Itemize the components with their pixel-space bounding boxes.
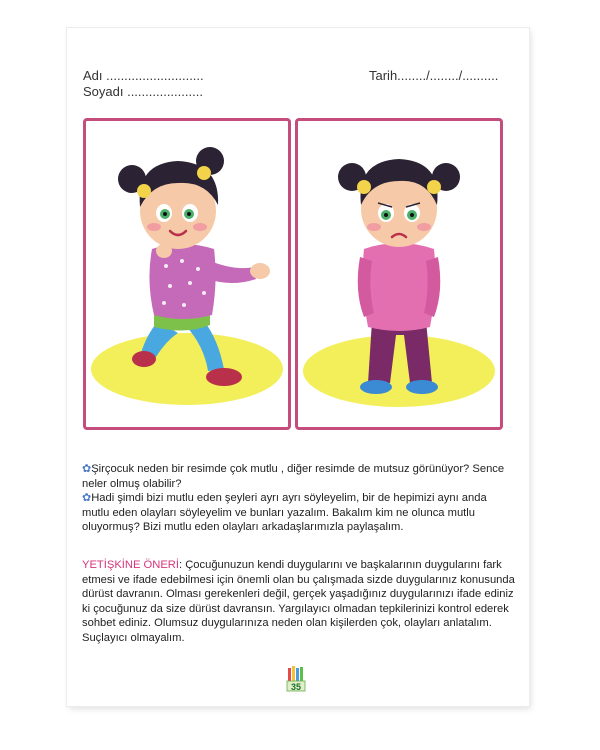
sad-girl-drawing xyxy=(298,121,500,427)
sad-girl-illustration xyxy=(295,118,503,430)
question-item xyxy=(82,491,517,535)
page-number: 35 xyxy=(290,682,301,692)
surname-field-label: Soyadı ..................... xyxy=(83,84,203,99)
flower-bullet-icon: ✿ xyxy=(82,492,92,504)
date-field-label: Tarih......../......../.......... xyxy=(369,68,499,83)
question-text: Hadi şimdi bizi mutlu eden şeyleri ayrı ayrı söyleyelim, bir de hepimizi aynı anda mutlu eden olayları söyleyelim ve bunları yazalım. Bakalım kim ne olunca mutlu oluyormuş? Bizi mutlu eden olayları arkadaşlarımızla paylaşalım. xyxy=(82,492,487,533)
happy-girl-drawing xyxy=(86,121,288,427)
happy-girl-illustration xyxy=(83,118,291,430)
page-number-badge xyxy=(286,666,306,692)
workbook-page xyxy=(67,28,529,706)
advice-heading: YETİŞKİNE ÖNERİ xyxy=(82,559,179,571)
adult-advice-block xyxy=(82,558,517,645)
question-item xyxy=(82,462,517,491)
advice-text: : Çocuğunuzun kendi duygularını ve başkalarının duygularını fark etmesi ve ifade edebilmesi için önemli olan bu çalışmada sizde duygularınız konusunda dürüst davranın. Olması gerekenleri değil, gerçek yaşadığınız duygularınızı ifade ediniz ki çocuğunuz da size dürüst davransın. Yargılayıcı olmadan tepkilerinizi kontrol ederek sohbet ediniz. Olumsuz duygularınıza neden olan kişilerden çok, olayları anlatalım. Suçlayıcı olmayalım. xyxy=(82,559,515,644)
question-text: Şirçocuk neden bir resimde çok mutlu , diğer resimde de mutsuz görünüyor? Sence neler olmuş olabilir? xyxy=(82,463,505,490)
name-field-label: Adı ........................... xyxy=(83,68,204,83)
question-block xyxy=(82,462,517,535)
flower-bullet-icon: ✿ xyxy=(82,463,92,475)
